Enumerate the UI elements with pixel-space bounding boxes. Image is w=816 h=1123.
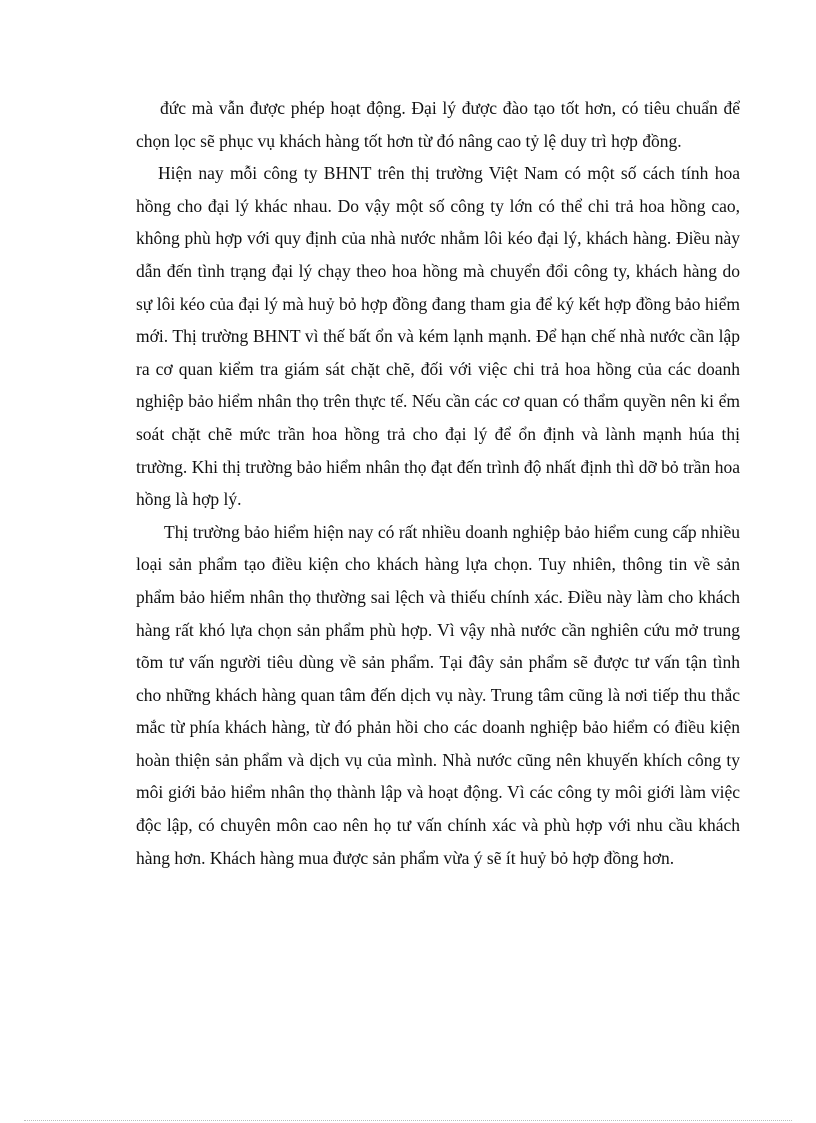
paragraph-3: Thị trường bảo hiểm hiện nay có rất nhiều doanh nghiệp bảo hiểm cung cấp nhiều loại sản phẩm tạo điều kiện cho khách hàng lựa chọn. Tuy nhiên, thông tin về sản phẩm bảo hiểm nhân thọ thường sai lệch và thiếu chính xác. Điều này làm cho khách hàng rất khó lựa chọn sản phẩm phù hợp. Vì vậy nhà nước cần nghiên cứu mở trung tõm tư vấn người tiêu dùng về sản phẩm. Tại đây sản phẩm sẽ được tư vấn tận tình cho những khách hàng quan tâm đến dịch vụ này. Trung tâm cũng là nơi tiếp thu thắc mắc từ phía khách hàng, từ đó phản hồi cho các doanh nghiệp bảo hiểm có điều kiện hoàn thiện sản phẩm và dịch vụ của mình. Nhà nước cũng nên khuyến khích công ty môi giới bảo hiểm nhân thọ thành lập và hoạt động. Vì các công ty môi giới làm việc độc lập, có chuyên môn cao nên họ tư vấn chính xác và phù hợp với nhu cầu khách hàng hơn. Khách hàng mua được sản phẩm vừa ý sẽ ít huỷ bỏ hợp đồng hơn.	[136, 521, 740, 868]
document-body	[136, 92, 740, 874]
paragraph-2: Hiện nay mỗi công ty BHNT trên thị trường Việt Nam có một số cách tính hoa hồng cho đại lý khác nhau. Do vậy một số công ty lớn có thể chi trả hoa hồng cao, không phù hợp với quy định của nhà nước nhằm lôi kéo đại lý, khách hàng. Điều này dẫn đến tình trạng đại lý chạy theo hoa hồng mà chuyển đổi công ty, khách hàng do sự lôi kéo của đại lý mà huỷ bỏ hợp đồng đang tham gia để ký kết hợp đồng bảo hiểm mới. Thị trường BHNT vì thế bất ổn và kém lạnh mạnh. Để hạn chế nhà nước cần lập ra cơ quan kiểm tra giám sát chặt chẽ, đối với việc chi trả hoa hồng của các doanh nghiệp bảo hiểm nhân thọ trên thực tế. Nếu cần các cơ quan có thẩm quyền nên ki ểm soát chặt chẽ mức trần hoa hồng trả cho đại lý để ổn định và lành mạnh húa thị trường. Khi thị trường bảo hiểm nhân thọ đạt đến trình độ nhất định thì dỡ bỏ trần hoa hồng là hợp lý.	[136, 163, 740, 510]
page-bottom-rule	[24, 1120, 792, 1121]
paragraph-1: đức mà vẫn được phép hoạt động. Đại lý được đào tạo tốt hơn, có tiêu chuẩn để chọn lọc sẽ phục vụ khách hàng tốt hơn từ đó nâng cao tỷ lệ duy trì hợp đồng.	[136, 98, 740, 151]
